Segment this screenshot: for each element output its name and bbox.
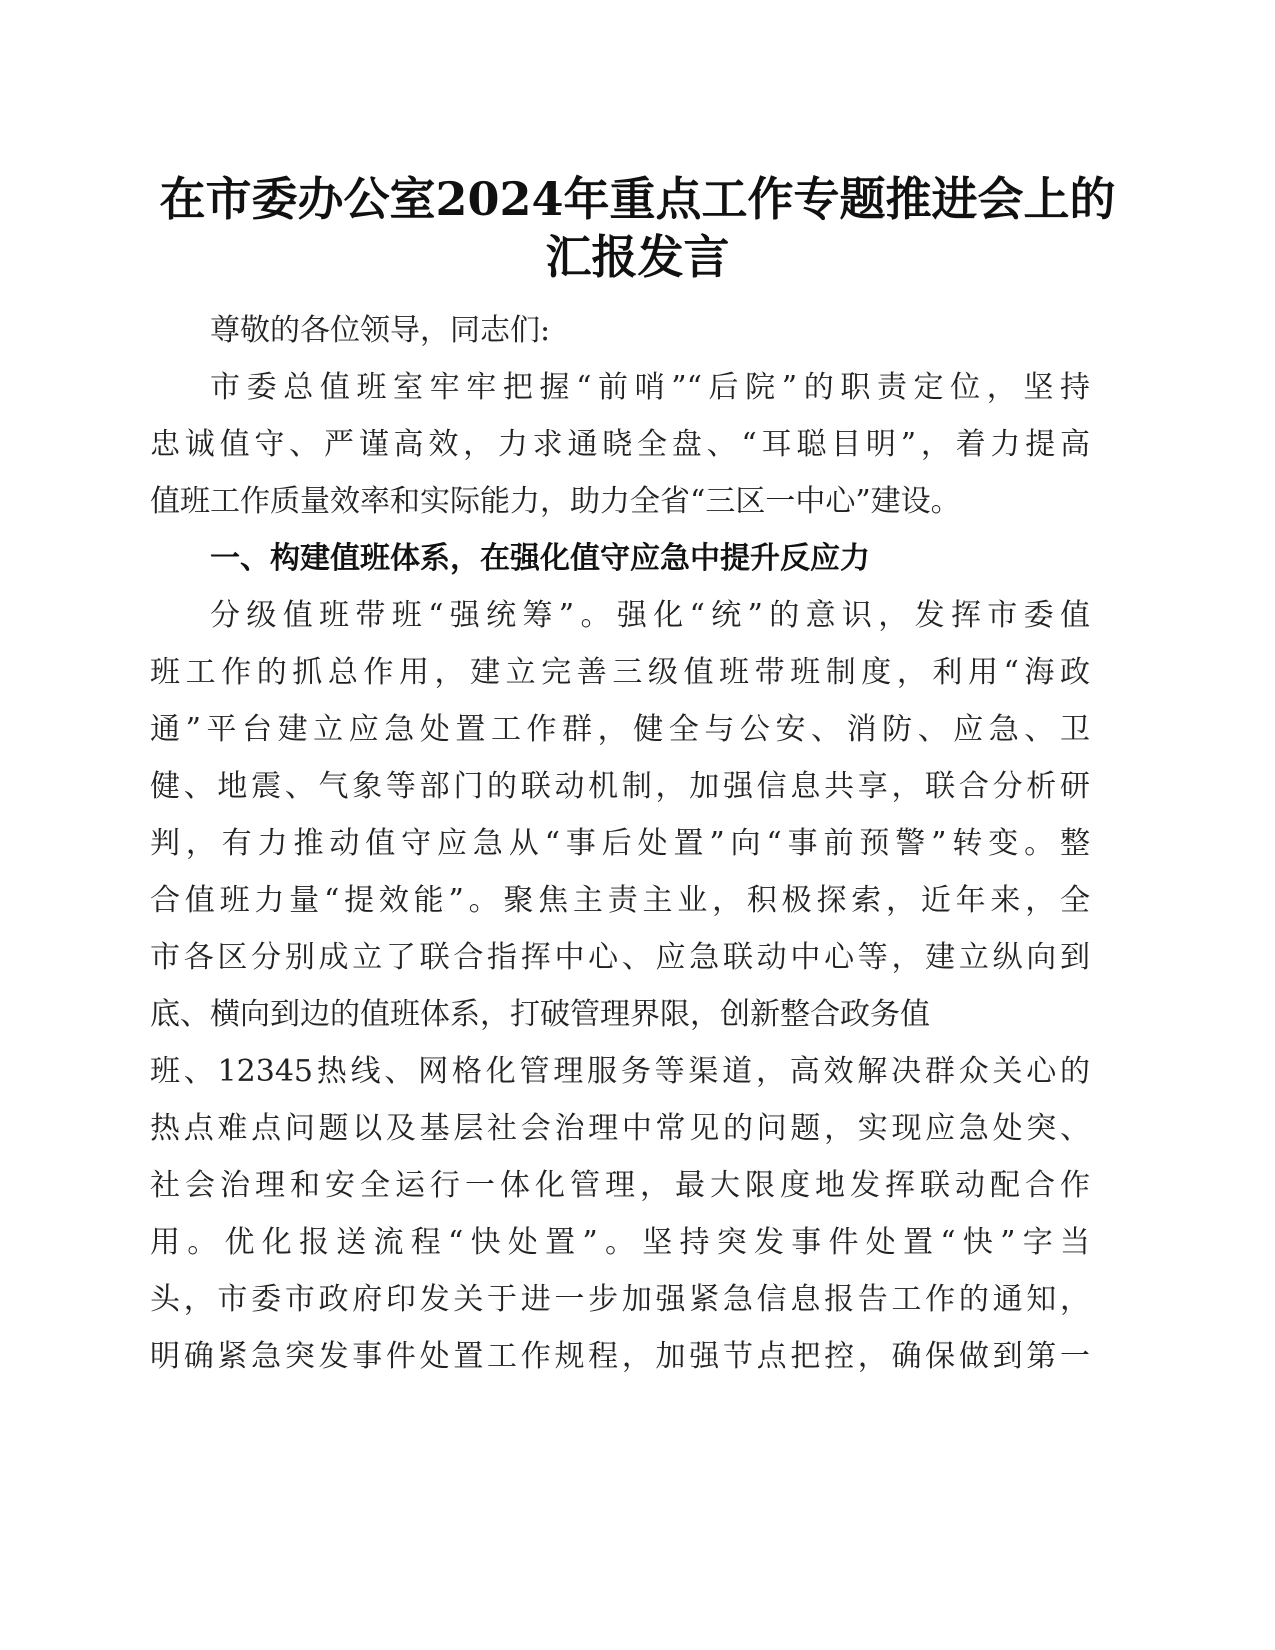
section-heading: 一、构建值班体系，在强化值守应急中提升反应力 bbox=[210, 541, 870, 576]
paragraph-line: 判，有力推动值守应急从“事后处置”向“事前预警”转变。整 bbox=[150, 826, 1090, 861]
paragraph-line: 健、地震、气象等部门的联动机制，加强信息共享，联合分析研 bbox=[150, 769, 1090, 804]
title-line-1: 在市委办公室2024年重点工作专题推进会上的 bbox=[159, 172, 1116, 226]
paragraph-line: 头，市委市政府印发关于进一步加强紧急信息报告工作的通知， bbox=[150, 1282, 1090, 1317]
paragraph-line: 值班工作质量效率和实际能力，助力全省“三区一中心”建设。 bbox=[150, 484, 961, 519]
paragraph-line: 合值班力量“提效能”。聚焦主责主业，积极探索，近年来，全 bbox=[150, 883, 1090, 918]
paragraph-line: 班工作的抓总作用，建立完善三级值班带班制度，利用“海政 bbox=[150, 655, 1090, 690]
paragraph-line: 社会治理和安全运行一体化管理，最大限度地发挥联动配合作 bbox=[150, 1168, 1090, 1203]
paragraph-line: 市委总值班室牢牢把握“前哨”“后院”的职责定位，坚持 bbox=[210, 370, 1090, 405]
paragraph-line: 底、横向到边的值班体系，打破管理界限，创新整合政务值 bbox=[150, 997, 930, 1032]
paragraph-line: 分级值班带班“强统筹”。强化“统”的意识，发挥市委值 bbox=[210, 598, 1090, 633]
paragraph-line: 热点难点问题以及基层社会治理中常见的问题，实现应急处突、 bbox=[150, 1111, 1090, 1146]
paragraph-line: 用。优化报送流程“快处置”。坚持突发事件处置“快”字当 bbox=[150, 1225, 1090, 1260]
title-line-2: 汇报发言 bbox=[545, 230, 730, 284]
paragraph-line: 明确紧急突发事件处置工作规程，加强节点把控，确保做到第一 bbox=[150, 1339, 1090, 1374]
paragraph-line: 班、12345热线、网格化管理服务等渠道，高效解决群众关心的 bbox=[150, 1054, 1090, 1089]
salutation: 尊敬的各位领导，同志们: bbox=[210, 313, 551, 348]
paragraph-line: 市各区分别成立了联合指挥中心、应急联动中心等，建立纵向到 bbox=[150, 940, 1090, 975]
paragraph-line: 忠诚值守、严谨高效，力求通晓全盘、“耳聪目明”，着力提高 bbox=[150, 427, 1090, 462]
paragraph-line: 通”平台建立应急处置工作群，健全与公安、消防、应急、卫 bbox=[150, 712, 1090, 747]
document-title bbox=[140, 170, 1135, 286]
document-body bbox=[150, 302, 1090, 1385]
